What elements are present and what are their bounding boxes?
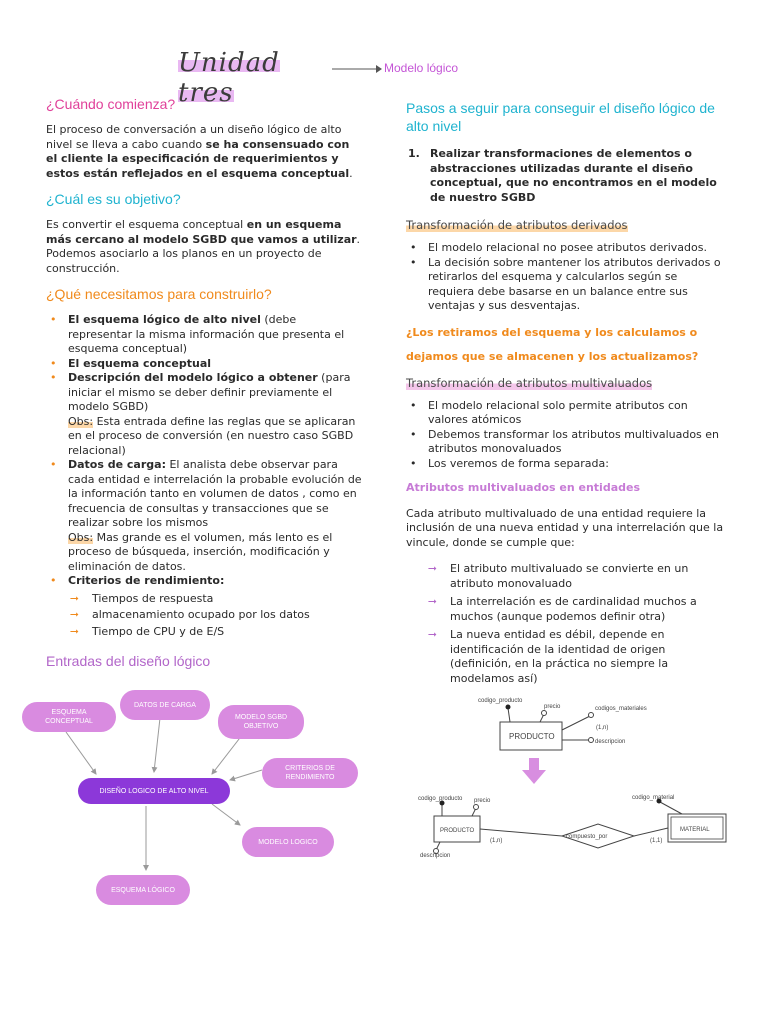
arrow-down-icon	[522, 758, 546, 784]
list-item: • El modelo relacional no posee atributos derivados.	[406, 241, 724, 256]
svg-text:codigos_materiales: codigos_materiales	[595, 706, 647, 712]
svg-text:descripcion: descripcion	[595, 739, 626, 745]
multivalued-list	[406, 399, 724, 472]
section-multivalued: Transformación de atributos multivaluados	[406, 375, 653, 390]
list-item: • La decisión sobre mantener los atributos derivados o retirarlos del esquema y calcularlos según se requiera debe basarse en un balance entre sus ventajas y sus desventajas.	[406, 256, 724, 314]
step-1	[406, 147, 724, 205]
rules-list	[422, 562, 724, 686]
list-item: • El modelo relacional solo permite atributos con valores atómicos	[406, 399, 724, 428]
svg-text:PRODUCTO: PRODUCTO	[440, 828, 475, 834]
svg-text:precio: precio	[474, 798, 491, 804]
svg-text:MATERIAL: MATERIAL	[680, 827, 710, 833]
list-item: • Criterios de rendimiento:	[46, 574, 362, 589]
erd-transformed	[412, 792, 732, 860]
diagram-title: Entradas del diseño lógico	[46, 653, 211, 669]
subheading-multivalued-entities: Atributos multivaluados en entidades	[406, 481, 641, 494]
node-modelo-sgbd: MODELO SGBD OBJETIVO	[218, 705, 304, 739]
node-esquema-logico: ESQUEMA LÓGICO	[96, 875, 190, 905]
node-datos-de-carga: DATOS DE CARGA	[120, 690, 210, 720]
arrow-right-icon: ⭢	[428, 594, 437, 607]
node-esquema-conceptual: ESQUEMA CONCEPTUAL	[22, 702, 116, 732]
list-item: ⭢ La nueva entidad es débil, depende en identificación de la identidad de origen (definición, en la práctica no siempre la modelamos así)	[428, 627, 669, 685]
list-item: ⭢ La interrelación es de cardinalidad muchos a muchos (aunque podemos definir otra)	[428, 594, 697, 623]
needs-list	[46, 313, 362, 589]
arrow-right-icon: ⭢	[70, 607, 79, 620]
list-item: • El esquema lógico de alto nivel (debe representar la misma información que presenta el esquema conceptual)	[46, 313, 362, 357]
page-title	[178, 48, 328, 108]
heading-when: ¿Cuándo comienza?	[46, 96, 176, 112]
list-item: • Descripción del modelo lógico a obtener (para iniciar el mismo se deber definir previamente el modelo SGBD) Obs: Esta entrada define las reglas que se aplicaran en el proceso de conversión (en nuestro caso SGBD relacional)	[46, 371, 362, 458]
question-line-1: ¿Los retiramos del esquema y los calculamos o	[406, 325, 698, 339]
erd-entity-label: PRODUCTO	[509, 732, 555, 741]
svg-text:(1,1): (1,1)	[650, 838, 663, 844]
paragraph-goal: Es convertir el esquema conceptual en un esquema más cercano al modelo SGBD que vamos a utilizar. Podemos asociarlo a los planos en un proyecto de construcción.	[46, 218, 361, 275]
node-criterios: CRITERIOS DE RENDIMIENTO	[262, 758, 358, 788]
arrow-right-icon: ⭢	[428, 561, 437, 574]
section-derived: Transformación de atributos derivados	[406, 218, 628, 232]
paragraph-when: El proceso de conversación a un diseño lógico de alto nivel se lleva a cabo cuando se ha consensuado con el cliente la especificación de requerimientos y estos están reflejados en el esquema conceptual.	[46, 123, 353, 180]
right-column	[406, 99, 724, 688]
derived-list	[406, 241, 724, 314]
svg-text:(1,n): (1,n)	[490, 838, 503, 844]
arrow-right-icon: ⭢	[70, 623, 79, 637]
svg-text:codigo_material: codigo_material	[632, 795, 675, 801]
arrow-right-icon: ⭢	[428, 627, 437, 640]
list-item: • Datos de carga: El analista debe observar para cada entidad e interrelación la probable evolución de la información tanto en volumen de datos , como en frecuencia de consultas y transacciones que se realizar sobre los mismos Obs: Mas grande es el volumen, más lento es el proceso de búsqueda, inserción, modificación y eliminación de datos.	[46, 458, 362, 574]
svg-text:codigo_producto: codigo_producto	[478, 698, 523, 704]
list-item: • Los veremos de forma separada:	[406, 457, 724, 472]
step-text: Realizar transformaciones de elementos o abstracciones utilizadas durante el diseño conceptual, que no encontramos en el modelo de nuestro SGBD	[430, 147, 717, 204]
question-line-2: dejamos que se almacenen y los actualizamos?	[406, 350, 699, 363]
svg-text:codigo_producto: codigo_producto	[418, 796, 463, 802]
list-item: • Debemos transformar los atributos multivaluados en atributos monovaluados	[406, 428, 724, 457]
heading-goal: ¿Cuál es su objetivo?	[46, 191, 181, 207]
left-column	[46, 96, 362, 641]
list-item: ⭢ El atributo multivaluado se convierte en un atributo monovaluado	[428, 561, 689, 590]
node-modelo-logico: MODELO LOGICO	[242, 827, 334, 857]
svg-text:precio: precio	[544, 704, 561, 710]
title-main: Unidad tres	[178, 48, 280, 108]
list-item: ⭢ almacenamiento ocupado por los datos	[70, 607, 310, 621]
list-item: ⭢ Tiempo de CPU y de E/S	[70, 623, 225, 638]
arrow-right-icon: ⭢	[70, 590, 79, 604]
node-diseno-logico: DISEÑO LOGICO DE ALTO NIVEL	[78, 778, 230, 804]
criteria-list	[64, 592, 362, 640]
paragraph-multivalued: Cada atributo multivaluado de una entidad requiere la inclusión de una nueva entidad y una interrelación que la vincule, donde se cumple que:	[406, 506, 724, 549]
svg-text:descripcion: descripcion	[420, 853, 451, 859]
heading-needs: ¿Qué necesitamos para construirlo?	[46, 286, 272, 302]
list-item: ⭢ Tiempos de respuesta	[70, 590, 214, 605]
svg-text:(1,n): (1,n)	[596, 725, 609, 731]
svg-text:compuesto_por: compuesto_por	[566, 834, 608, 840]
erd-original	[440, 690, 680, 760]
heading-steps: Pasos a seguir para conseguir el diseño lógico de alto nivel	[406, 100, 715, 134]
list-item: • El esquema conceptual	[46, 357, 362, 372]
step-number: 1.	[408, 147, 420, 160]
title-sub: Modelo lógico	[384, 61, 459, 75]
title-arrow-icon	[332, 62, 382, 76]
